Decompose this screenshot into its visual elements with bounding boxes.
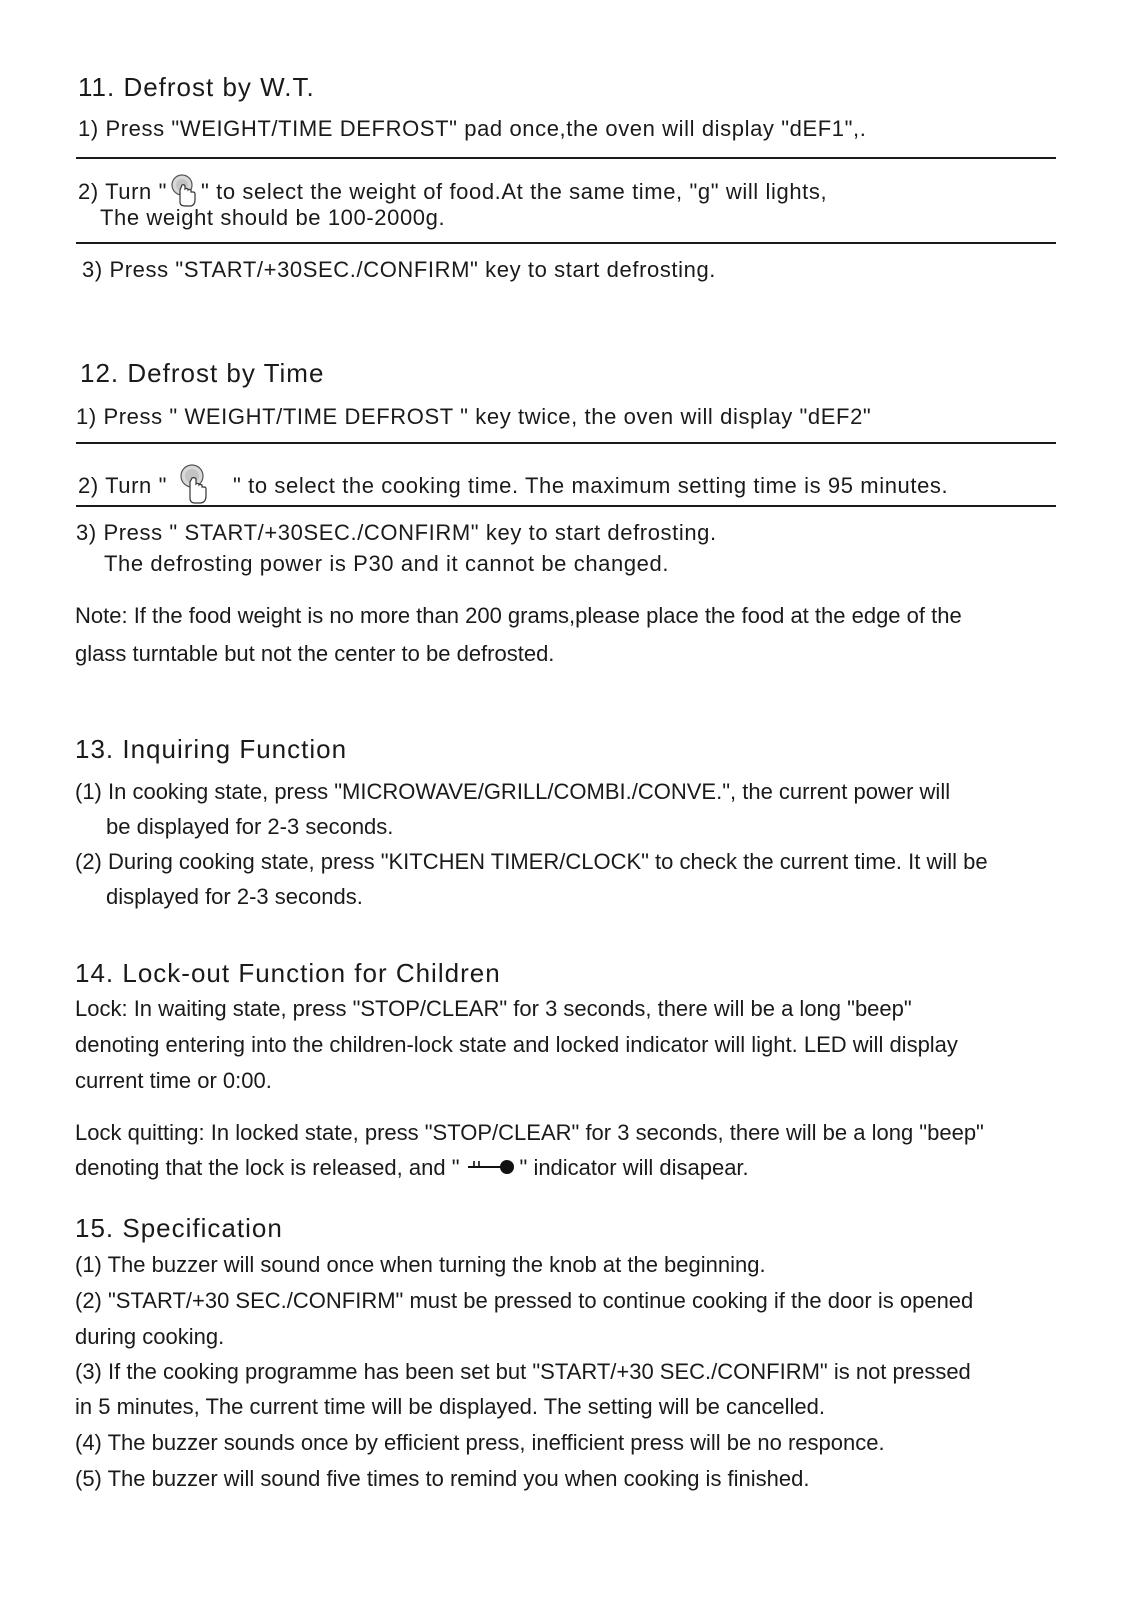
- divider: [76, 242, 1056, 244]
- section-13-item-2-line-2: displayed for 2-3 seconds.: [106, 884, 363, 909]
- section-12-note-line-1: Note: If the food weight is no more than 200 grams,please place the food at the edge of the: [75, 603, 962, 628]
- section-12-note-line-2: glass turntable but not the center to be defrosted.: [75, 641, 555, 666]
- section-14-lock-line-3: current time or 0:00.: [75, 1068, 272, 1093]
- section-14-lock-line-1: Lock: In waiting state, press "STOP/CLEAR" for 3 seconds, there will be a long "beep": [75, 996, 912, 1021]
- divider: [76, 157, 1056, 159]
- section-11-step-1: 1) Press "WEIGHT/TIME DEFROST" pad once,the oven will display "dEF1",.: [78, 116, 867, 141]
- section-15-line: (5) The buzzer will sound five times to remind you when cooking is finished.: [75, 1466, 810, 1491]
- section-11-step-2-line-2: The weight should be 100-2000g.: [100, 205, 446, 230]
- quit-line-2-suffix: " indicator will disapear.: [519, 1155, 749, 1180]
- section-15-title: 15. Specification: [75, 1213, 283, 1243]
- section-15-line: (2) "START/+30 SEC./CONFIRM" must be pressed to continue cooking if the door is opened: [75, 1288, 974, 1313]
- child-lock-icon: [466, 1156, 516, 1182]
- section-13-item-1-line-2: be displayed for 2-3 seconds.: [106, 814, 394, 839]
- divider: [76, 442, 1056, 444]
- section-13-title: 13. Inquiring Function: [75, 734, 348, 764]
- section-15-line: during cooking.: [75, 1324, 225, 1349]
- section-14-lock-line-2: denoting entering into the children-lock state and locked indicator will light. LED will display: [75, 1032, 958, 1057]
- section-12-step-3: 3) Press " START/+30SEC./CONFIRM" key to start defrosting.: [76, 520, 717, 545]
- section-13-item-2: (2) During cooking state, press "KITCHEN TIMER/CLOCK" to check the current time. It will be: [75, 849, 988, 874]
- section-13-item-1: (1) In cooking state, press "MICROWAVE/GRILL/COMBI./CONVE.", the current power will: [75, 779, 951, 804]
- section-15-line: (4) The buzzer sounds once by efficient press, inefficient press will be no responce.: [75, 1430, 885, 1455]
- step-2-suffix: " to select the cooking time. The maximum setting time is 95 minutes.: [233, 472, 949, 498]
- step-2-prefix: 2) Turn ": [78, 178, 168, 204]
- quit-line-2-prefix: denoting that the lock is released, and ": [75, 1155, 460, 1180]
- section-11-step-3: 3) Press "START/+30SEC./CONFIRM" key to start defrosting.: [82, 257, 717, 282]
- section-12-title: 12. Defrost by Time: [80, 358, 325, 388]
- section-14-quit-line-1: Lock quitting: In locked state, press "STOP/CLEAR" for 3 seconds, there will be a long "beep": [75, 1120, 984, 1145]
- section-15-line: (3) If the cooking programme has been set but "START/+30 SEC./CONFIRM" is not pressed: [75, 1359, 971, 1384]
- section-15-line: in 5 minutes, The current time will be displayed. The setting will be cancelled.: [75, 1394, 826, 1419]
- section-12-step-3-line-2: The defrosting power is P30 and it cannot be changed.: [104, 551, 670, 576]
- step-2-prefix: 2) Turn ": [78, 472, 168, 498]
- section-11-title: 11. Defrost by W.T.: [78, 72, 315, 102]
- divider: [76, 505, 1056, 507]
- section-14-quit-line-2: [75, 1155, 749, 1182]
- step-2-suffix: " to select the weight of food.At the same time, "g" will lights,: [201, 178, 828, 204]
- section-15-line: (1) The buzzer will sound once when turning the knob at the beginning.: [75, 1252, 766, 1277]
- section-14-title: 14. Lock-out Function for Children: [75, 958, 501, 988]
- section-12-step-1: 1) Press " WEIGHT/TIME DEFROST " key twice, the oven will display "dEF2": [76, 404, 872, 429]
